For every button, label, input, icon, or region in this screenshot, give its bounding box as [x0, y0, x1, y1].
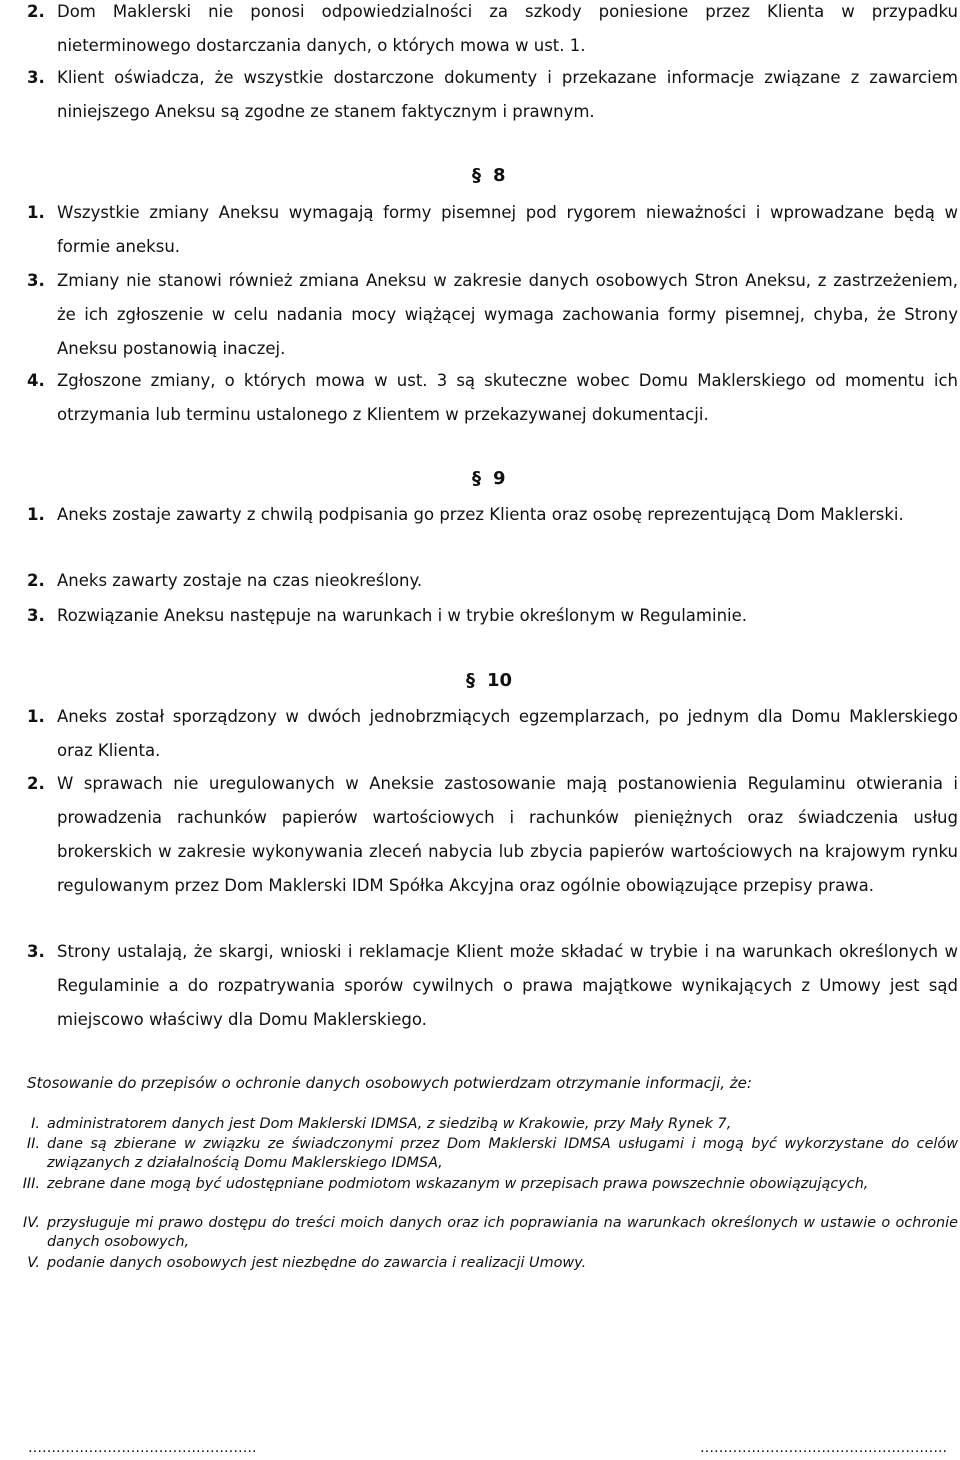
info-text: przysługuje mi prawo dostępu do treści moich danych oraz ich poprawiania na warunkach określonych w ustawie o ochronie danych osobowych,	[47, 1215, 958, 1250]
paragraph-item	[27, 564, 958, 598]
paragraph-item	[27, 599, 958, 633]
item-number: 4.	[27, 371, 45, 390]
paragraph-item	[27, 61, 958, 129]
info-item	[0, 1214, 958, 1252]
item-number: 2.	[27, 571, 45, 590]
section-heading-9	[472, 468, 506, 489]
data-protection-note: Stosowanie do przepisów o ochronie danych osobowych potwierdzam otrzymanie informacji, że:	[27, 1074, 752, 1092]
item-text: Zgłoszone zmiany, o których mowa w ust. 3 są skuteczne wobec Domu Maklerskiego od momentu ich otrzymania lub terminu ustalonego z Klientem w przekazywanej dokumentacji.	[57, 371, 958, 424]
item-number: 3.	[27, 271, 45, 290]
info-text: podanie danych osobowych jest niezbędne do zawarcia i realizacji Umowy.	[47, 1255, 587, 1271]
section-mark: §	[466, 670, 475, 691]
paragraph-item	[27, 264, 958, 366]
item-text: Aneks został sporządzony w dwóch jednobrzmiących egzemplarzach, po jednym dla Domu Maklerskiego oraz Klienta.	[57, 707, 958, 760]
info-number: I.	[31, 1116, 40, 1132]
section-mark: §	[472, 165, 481, 186]
info-item	[0, 1135, 958, 1173]
info-text: dane są zbierane w związku ze świadczonymi przez Dom Maklerski IDMSA usługami i mogą być wykorzystane do celów związanych z działalnością Domu Maklerskiego IDMSA,	[47, 1136, 958, 1171]
info-number: V.	[27, 1255, 40, 1271]
item-number: 1.	[27, 203, 45, 222]
section-number: 10	[487, 670, 513, 691]
signature-line-left: ………………………………………….	[28, 1440, 257, 1456]
paragraph-item	[27, 700, 958, 768]
info-item	[0, 1175, 958, 1194]
section-number: 9	[493, 468, 506, 489]
section-heading-8	[472, 165, 506, 186]
section-mark: §	[472, 468, 481, 489]
item-text: Aneks zawarty zostaje na czas nieokreślony.	[57, 571, 423, 590]
item-text: Strony ustalają, że skargi, wnioski i reklamacje Klient może składać w trybie i na warunkach określonych w Regulaminie a do rozpatrywania sporów cywilnych o prawa majątkowe wynikających z Umowy jest sąd miejscowo właściwy dla Domu Maklerskiego.	[57, 942, 958, 1029]
paragraph-item	[27, 196, 958, 264]
item-text: Rozwiązanie Aneksu następuje na warunkach i w trybie określonym w Regulaminie.	[57, 606, 748, 625]
item-text: Klient oświadcza, że wszystkie dostarczone dokumenty i przekazane informacje związane z zawarciem niniejszego Aneksu są zgodne ze stanem faktycznym i prawnym.	[57, 68, 958, 121]
info-number: II.	[26, 1136, 40, 1152]
item-text: Dom Maklerski nie ponosi odpowiedzialności za szkody poniesione przez Klienta w przypadku nieterminowego dostarczania danych, o których mowa w ust. 1.	[57, 2, 958, 55]
item-number: 3.	[27, 942, 45, 961]
paragraph-item	[27, 767, 958, 903]
section-number: 8	[493, 165, 506, 186]
info-item	[0, 1254, 958, 1273]
paragraph-item	[27, 0, 958, 63]
item-text: Wszystkie zmiany Aneksu wymagają formy pisemnej pod rygorem nieważności i wprowadzane będą w formie aneksu.	[57, 203, 958, 256]
section-heading-10	[466, 670, 512, 691]
paragraph-item	[27, 364, 958, 432]
item-text: Aneks zostaje zawarty z chwilą podpisania go przez Klienta oraz osobę reprezentującą Dom Maklerski.	[57, 505, 904, 524]
item-number: 3.	[27, 606, 45, 625]
item-number: 1.	[27, 505, 45, 524]
paragraph-item	[27, 498, 958, 532]
item-number: 2.	[27, 2, 45, 21]
item-text: W sprawach nie uregulowanych w Aneksie zastosowanie mają postanowienia Regulaminu otwierania i prowadzenia rachunków papierów wartościowych i rachunków pieniężnych oraz świadczenia usług brokerskich w zakresie wykonywania zleceń nabycia lub zbycia papierów wartościowych na krajowym rynku regulowanym przez Dom Maklerski IDM Spółka Akcyjna oraz ogólnie obowiązujące przepisy prawa.	[57, 774, 958, 895]
info-item	[0, 1115, 958, 1134]
signature-line-right: ……………………………………………..	[700, 1440, 947, 1456]
info-text: administratorem danych jest Dom Maklerski IDMSA, z siedzibą w Krakowie, przy Mały Rynek 7,	[47, 1116, 732, 1132]
item-text: Zmiany nie stanowi również zmiana Aneksu w zakresie danych osobowych Stron Aneksu, z zastrzeżeniem, że ich zgłoszenie w celu nadania mocy wiążącej wymaga zachowania formy pisemnej, chyba, że Strony Aneksu postanowią inaczej.	[57, 271, 958, 358]
item-number: 3.	[27, 68, 45, 87]
item-number: 2.	[27, 774, 45, 793]
info-text: zebrane dane mogą być udostępniane podmiotom wskazanym w przepisach prawa powszechnie obowiązujących,	[47, 1176, 869, 1192]
info-number: IV.	[22, 1215, 40, 1231]
item-number: 1.	[27, 707, 45, 726]
paragraph-item	[27, 935, 958, 1037]
info-number: III.	[22, 1176, 40, 1192]
